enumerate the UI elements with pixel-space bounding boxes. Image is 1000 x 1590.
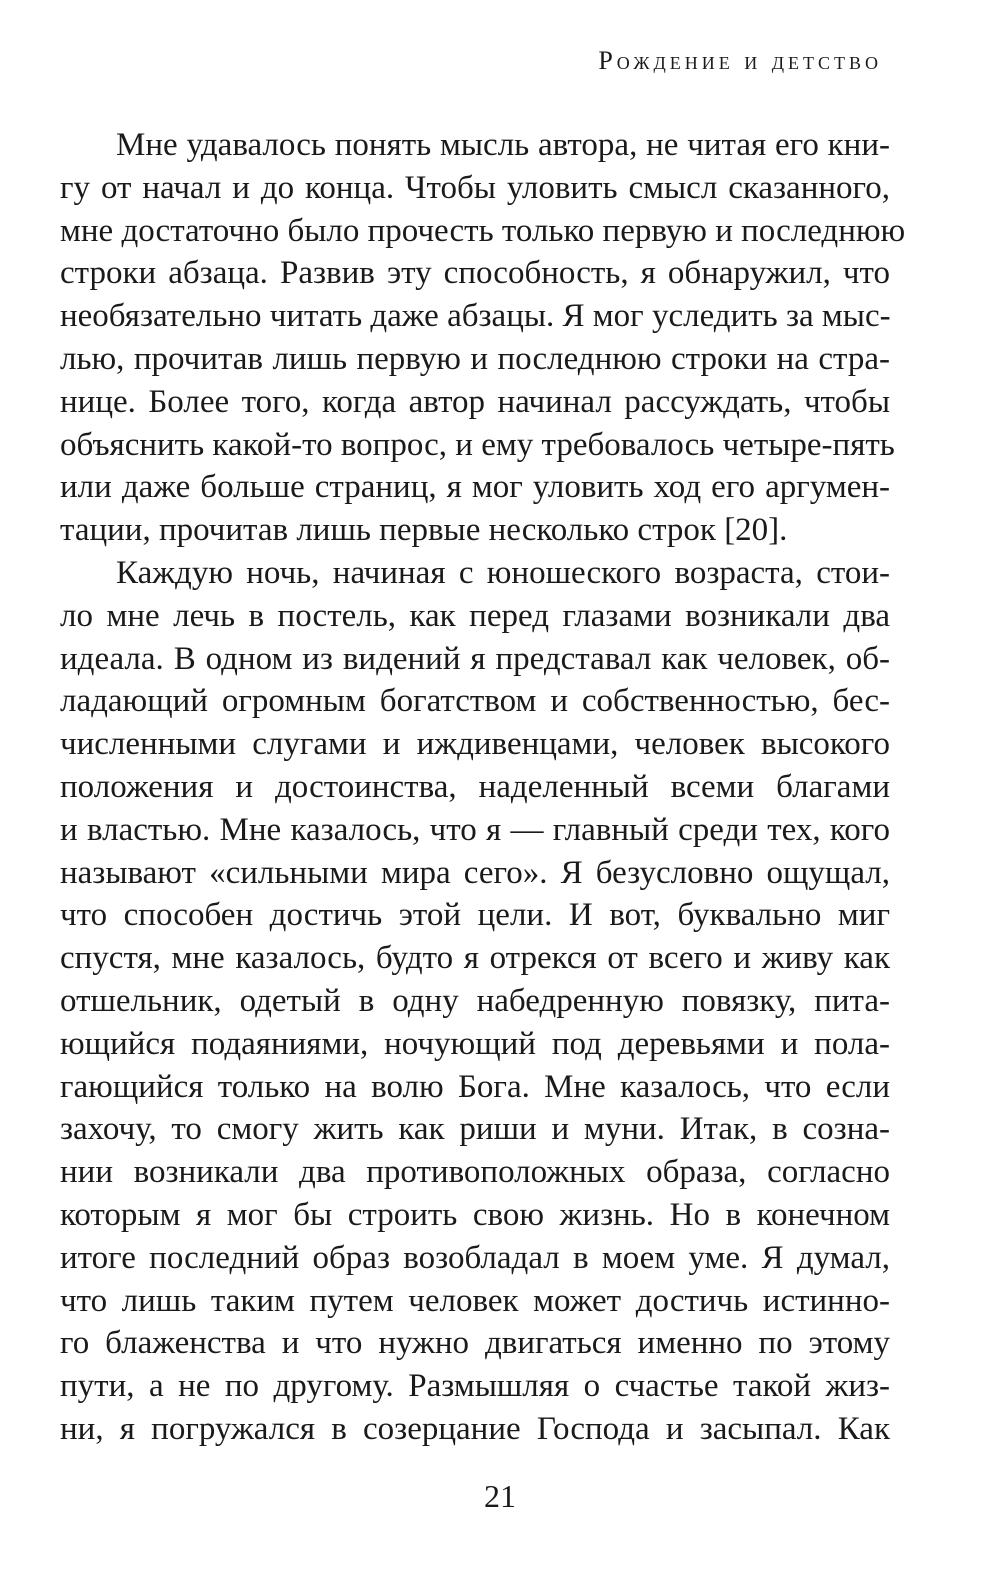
page-number: 21 — [484, 1478, 516, 1514]
text-line: называют «сильными мира сего». Я безусловно ощущал, — [60, 854, 890, 891]
body-text — [60, 124, 906, 1451]
text-line: положения и достоинства, наделенный всеми благами — [60, 768, 890, 805]
text-line: ющийся подаяниями, ночующий под деревьями и пола- — [60, 1025, 890, 1062]
text-line: необязательно читать даже абзацы. Я мог уследить за мыс- — [60, 298, 891, 335]
text-line: объяснить какой-то вопрос, и ему требовалось четыре-пять — [60, 426, 895, 463]
text-line: гу от начал и до конца. Чтобы уловить смысл сказанного, — [60, 169, 890, 206]
text-line: которым я мог бы строить свою жизнь. Но в конечном — [60, 1196, 890, 1233]
text-line: нии возникали два противоположных образа, согласно — [60, 1154, 890, 1191]
text-line: ло мне лечь в постель, как перед глазами возникали два — [60, 597, 890, 634]
text-line: что лишь таким путем человек может достичь истинно- — [60, 1282, 890, 1319]
text-line: пути, а не по другому. Размышляя о счастье такой жиз- — [60, 1368, 890, 1405]
text-line: итоге последний образ возобладал в моем уме. Я думал, — [60, 1239, 890, 1276]
text-line: отшельник, одетый в одну набедренную повязку, пита- — [60, 982, 890, 1019]
text-line: тации, прочитав лишь первые несколько строк [20]. — [60, 512, 788, 549]
text-line: ни, я погружался в созерцание Господа и засыпал. Как — [60, 1410, 890, 1447]
text-line: и властью. Мне казалось, что я — главный среди тех, кого — [60, 811, 890, 848]
text-line: гающийся только на волю Бога. Мне казалось, что если — [60, 1068, 890, 1105]
text-line: нице. Более того, когда автор начинал рассуждать, чтобы — [60, 383, 890, 420]
text-line: или даже больше страниц, я мог уловить ход его аргумен- — [60, 469, 890, 506]
text-line: Мне удавалось понять мысль автора, не читая его кни- — [116, 127, 890, 163]
text-line: строки абзаца. Развив эту способность, я обнаружил, что — [60, 255, 890, 292]
text-line: захочу, то смогу жить как риши и муни. Итак, в созна- — [60, 1111, 890, 1148]
text-line: численными слугами и иждивенцами, человек высокого — [60, 726, 890, 763]
text-line: Каждую ночь, начиная с юношеского возраста, стои- — [116, 554, 890, 591]
text-line: мне достаточно было прочесть только первую и последнюю — [60, 212, 906, 249]
text-line: лью, прочитав лишь первую и последнюю строки на стра- — [60, 340, 890, 377]
text-line: идеала. В одном из видений я представал как человек, об- — [60, 640, 890, 677]
text-line: го блаженства и что нужно двигаться именно по этому — [60, 1325, 890, 1362]
text-line: ладающий огромным богатством и собственностью, бес- — [60, 683, 890, 720]
running-header: Рождение и детство — [598, 46, 882, 75]
text-line: что способен достичь этой цели. И вот, буквально миг — [60, 897, 890, 934]
text-line: спустя, мне казалось, будто я отрекся от всего и живу как — [60, 940, 890, 977]
